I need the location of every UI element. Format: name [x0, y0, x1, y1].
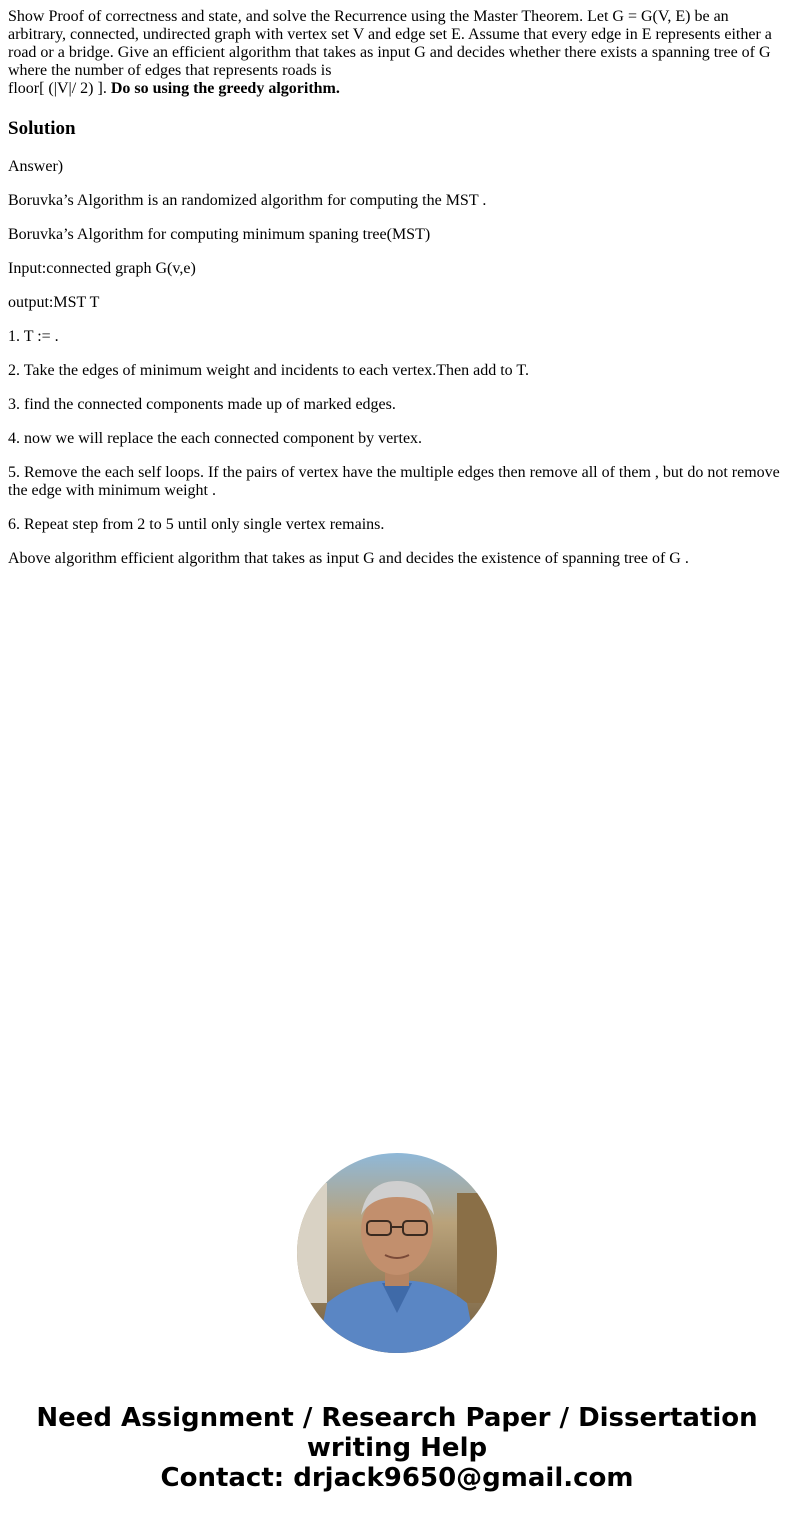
- algorithm-step-2: 2. Take the edges of minimum weight and incidents to each vertex.Then add to T.: [8, 362, 529, 379]
- answer-output: output:MST T: [8, 294, 100, 311]
- question-body: Show Proof of correctness and state, and solve the Recurrence using the Master Theorem. Let G = G(V, E) be an arbitrary, connected, undirected graph with vertex set V and edge set E. Assume that every edge in E represents either a road or a bridge. Give an efficient algorithm that takes as input G and decides whether there exists a spanning tree of G where the number of edges that represents roads is: [8, 8, 772, 79]
- document-content: [8, 8, 786, 584]
- question-text: [8, 8, 786, 98]
- answer-paragraph: Boruvka’s Algorithm is an randomized algorithm for computing the MST .: [8, 192, 487, 209]
- solution-body: [8, 158, 786, 568]
- avatar: [297, 1153, 497, 1353]
- answer-input: Input:connected graph G(v,e): [8, 260, 196, 277]
- algorithm-step-3: 3. find the connected components made up of marked edges.: [8, 396, 396, 413]
- answer-conclusion: Above algorithm efficient algorithm that takes as input G and decides the existence of spanning tree of G .: [8, 550, 689, 567]
- algorithm-step-4: 4. now we will replace the each connected component by vertex.: [8, 430, 423, 447]
- algorithm-step-6: 6. Repeat step from 2 to 5 until only single vertex remains.: [8, 516, 385, 533]
- promo-line-1: Need Assignment / Research Paper / Dissertation: [36, 1403, 758, 1433]
- promo-banner: [0, 1153, 794, 1493]
- algorithm-step-1: 1. T := .: [8, 328, 59, 345]
- solution-heading: Solution: [8, 118, 76, 139]
- question-floor: floor[ (|V|/ 2) ].: [8, 80, 111, 97]
- question-bold-instruction: Do so using the greedy algorithm.: [110, 80, 340, 97]
- promo-contact: Contact: drjack9650@gmail.com: [160, 1463, 634, 1493]
- answer-label: Answer): [8, 158, 64, 175]
- answer-paragraph: Boruvka’s Algorithm for computing minimum spaning tree(MST): [8, 226, 431, 243]
- person-portrait-icon: [297, 1153, 497, 1353]
- promo-text: [0, 1403, 794, 1493]
- algorithm-step-5: 5. Remove the each self loops. If the pairs of vertex have the multiple edges then remove all of them , but do not remove the edge with minimum weight .: [8, 464, 780, 499]
- promo-line-2: writing Help: [306, 1433, 488, 1463]
